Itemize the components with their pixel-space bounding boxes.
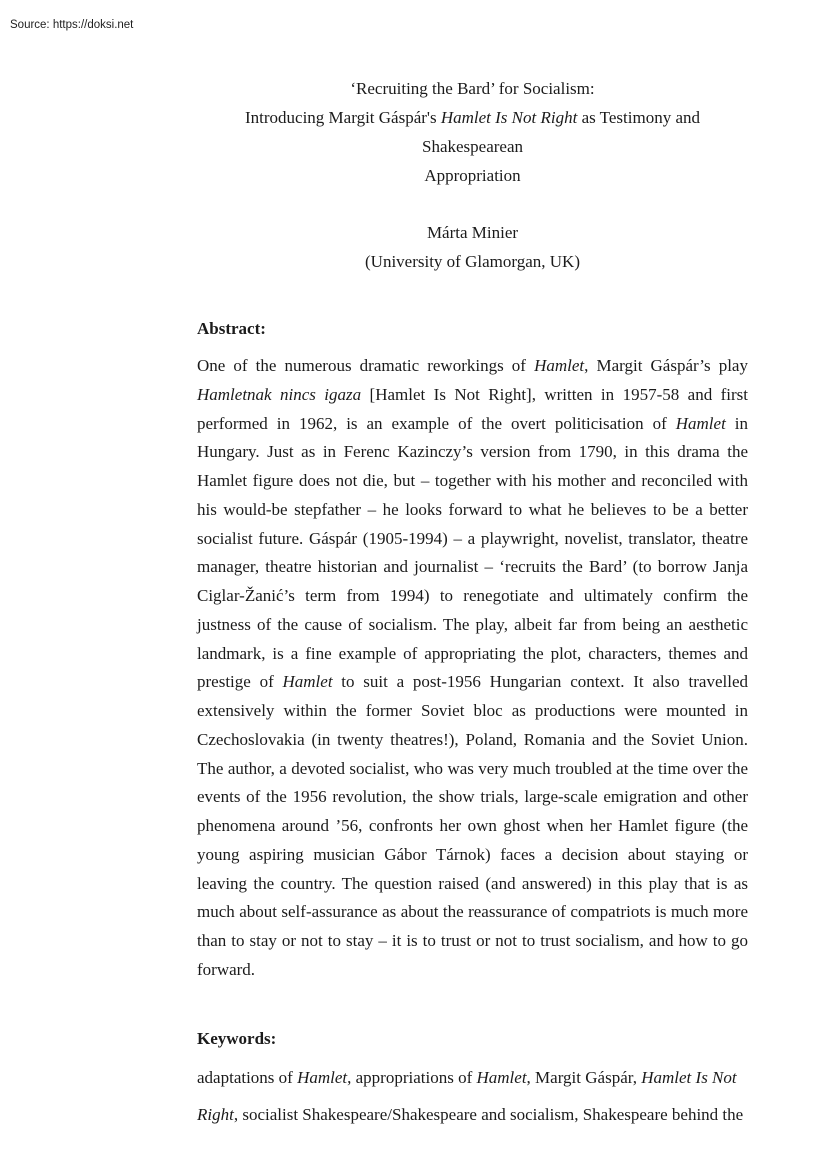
abstract-paragraph: One of the numerous dramatic reworkings of Hamlet, Margit Gáspár’s play Hamletnak nincs igaza [Hamlet Is Not Right], written in 1957-58 and first performed in 1962, is an example of the overt politicisation of Hamlet in Hungary. Just as in Ferenc Kazinczy’s version from 1790, in this drama the Hamlet figure does not die, but – together with his mother and reconciled with his would-be stepfather – he looks forward to what he believes to be a better socialist future. Gáspár (1905-1994) – a playwright, novelist, translator, theatre manager, theatre historian and journalist – ‘recruits the Bard’ (to borrow Janja Ciglar-Žanić’s term from 1994) to renegotiate and ultimately confirm the justness of the cause of socialism. The play, albeit far from being an aesthetic landmark, is a fine example of appropriating the plot, characters, themes and prestige of Hamlet to suit a post-1956 Hungarian context. It also travelled extensively within the former Soviet bloc as productions were mounted in Czechoslovakia (in twenty theatres!), Poland, Romania and the Soviet Union. The author, a devoted socialist, who was very much troubled at the time over the events of the 1956 revolution, the show trials, large-scale emigration and other phenomena around ’56, confronts her own ghost when her Hamlet figure (the young aspiring musician Gábor Tárnok) faces a decision about staying or leaving the country. The question raised (and answered) in this play that is as much about self-assurance as about the reassurance of compatriots is much more than to stay or not to stay – it is to trust or not to trust socialism, and how to go forward. bbox=[197, 356, 748, 979]
paper-title-line-3: Appropriation bbox=[424, 166, 521, 185]
paper-title bbox=[197, 74, 748, 190]
page-content bbox=[197, 0, 748, 1133]
abstract-heading: Abstract: bbox=[197, 319, 266, 338]
source-url-watermark: Source: https://doksi.net bbox=[10, 19, 134, 31]
author-affiliation: (University of Glamorgan, UK) bbox=[365, 252, 580, 271]
keywords-heading: Keywords: bbox=[197, 1028, 277, 1048]
keywords-paragraph bbox=[197, 1059, 748, 1133]
author-name: Márta Minier bbox=[426, 223, 519, 242]
keywords-line-1: adaptations of Hamlet, appropriations of Hamlet, Margit Gáspár, Hamlet Is Not bbox=[197, 1067, 737, 1087]
keywords-line-2: Right, socialist Shakespeare/Shakespeare and socialism, Shakespeare behind the bbox=[197, 1104, 744, 1124]
paper-title-line-2: Introducing Margit Gáspár's Hamlet Is Not Right as Testimony and Shakespearean bbox=[244, 108, 700, 156]
author-block bbox=[197, 218, 748, 276]
paper-title-line-1: ‘Recruiting the Bard’ for Socialism: bbox=[350, 79, 595, 98]
